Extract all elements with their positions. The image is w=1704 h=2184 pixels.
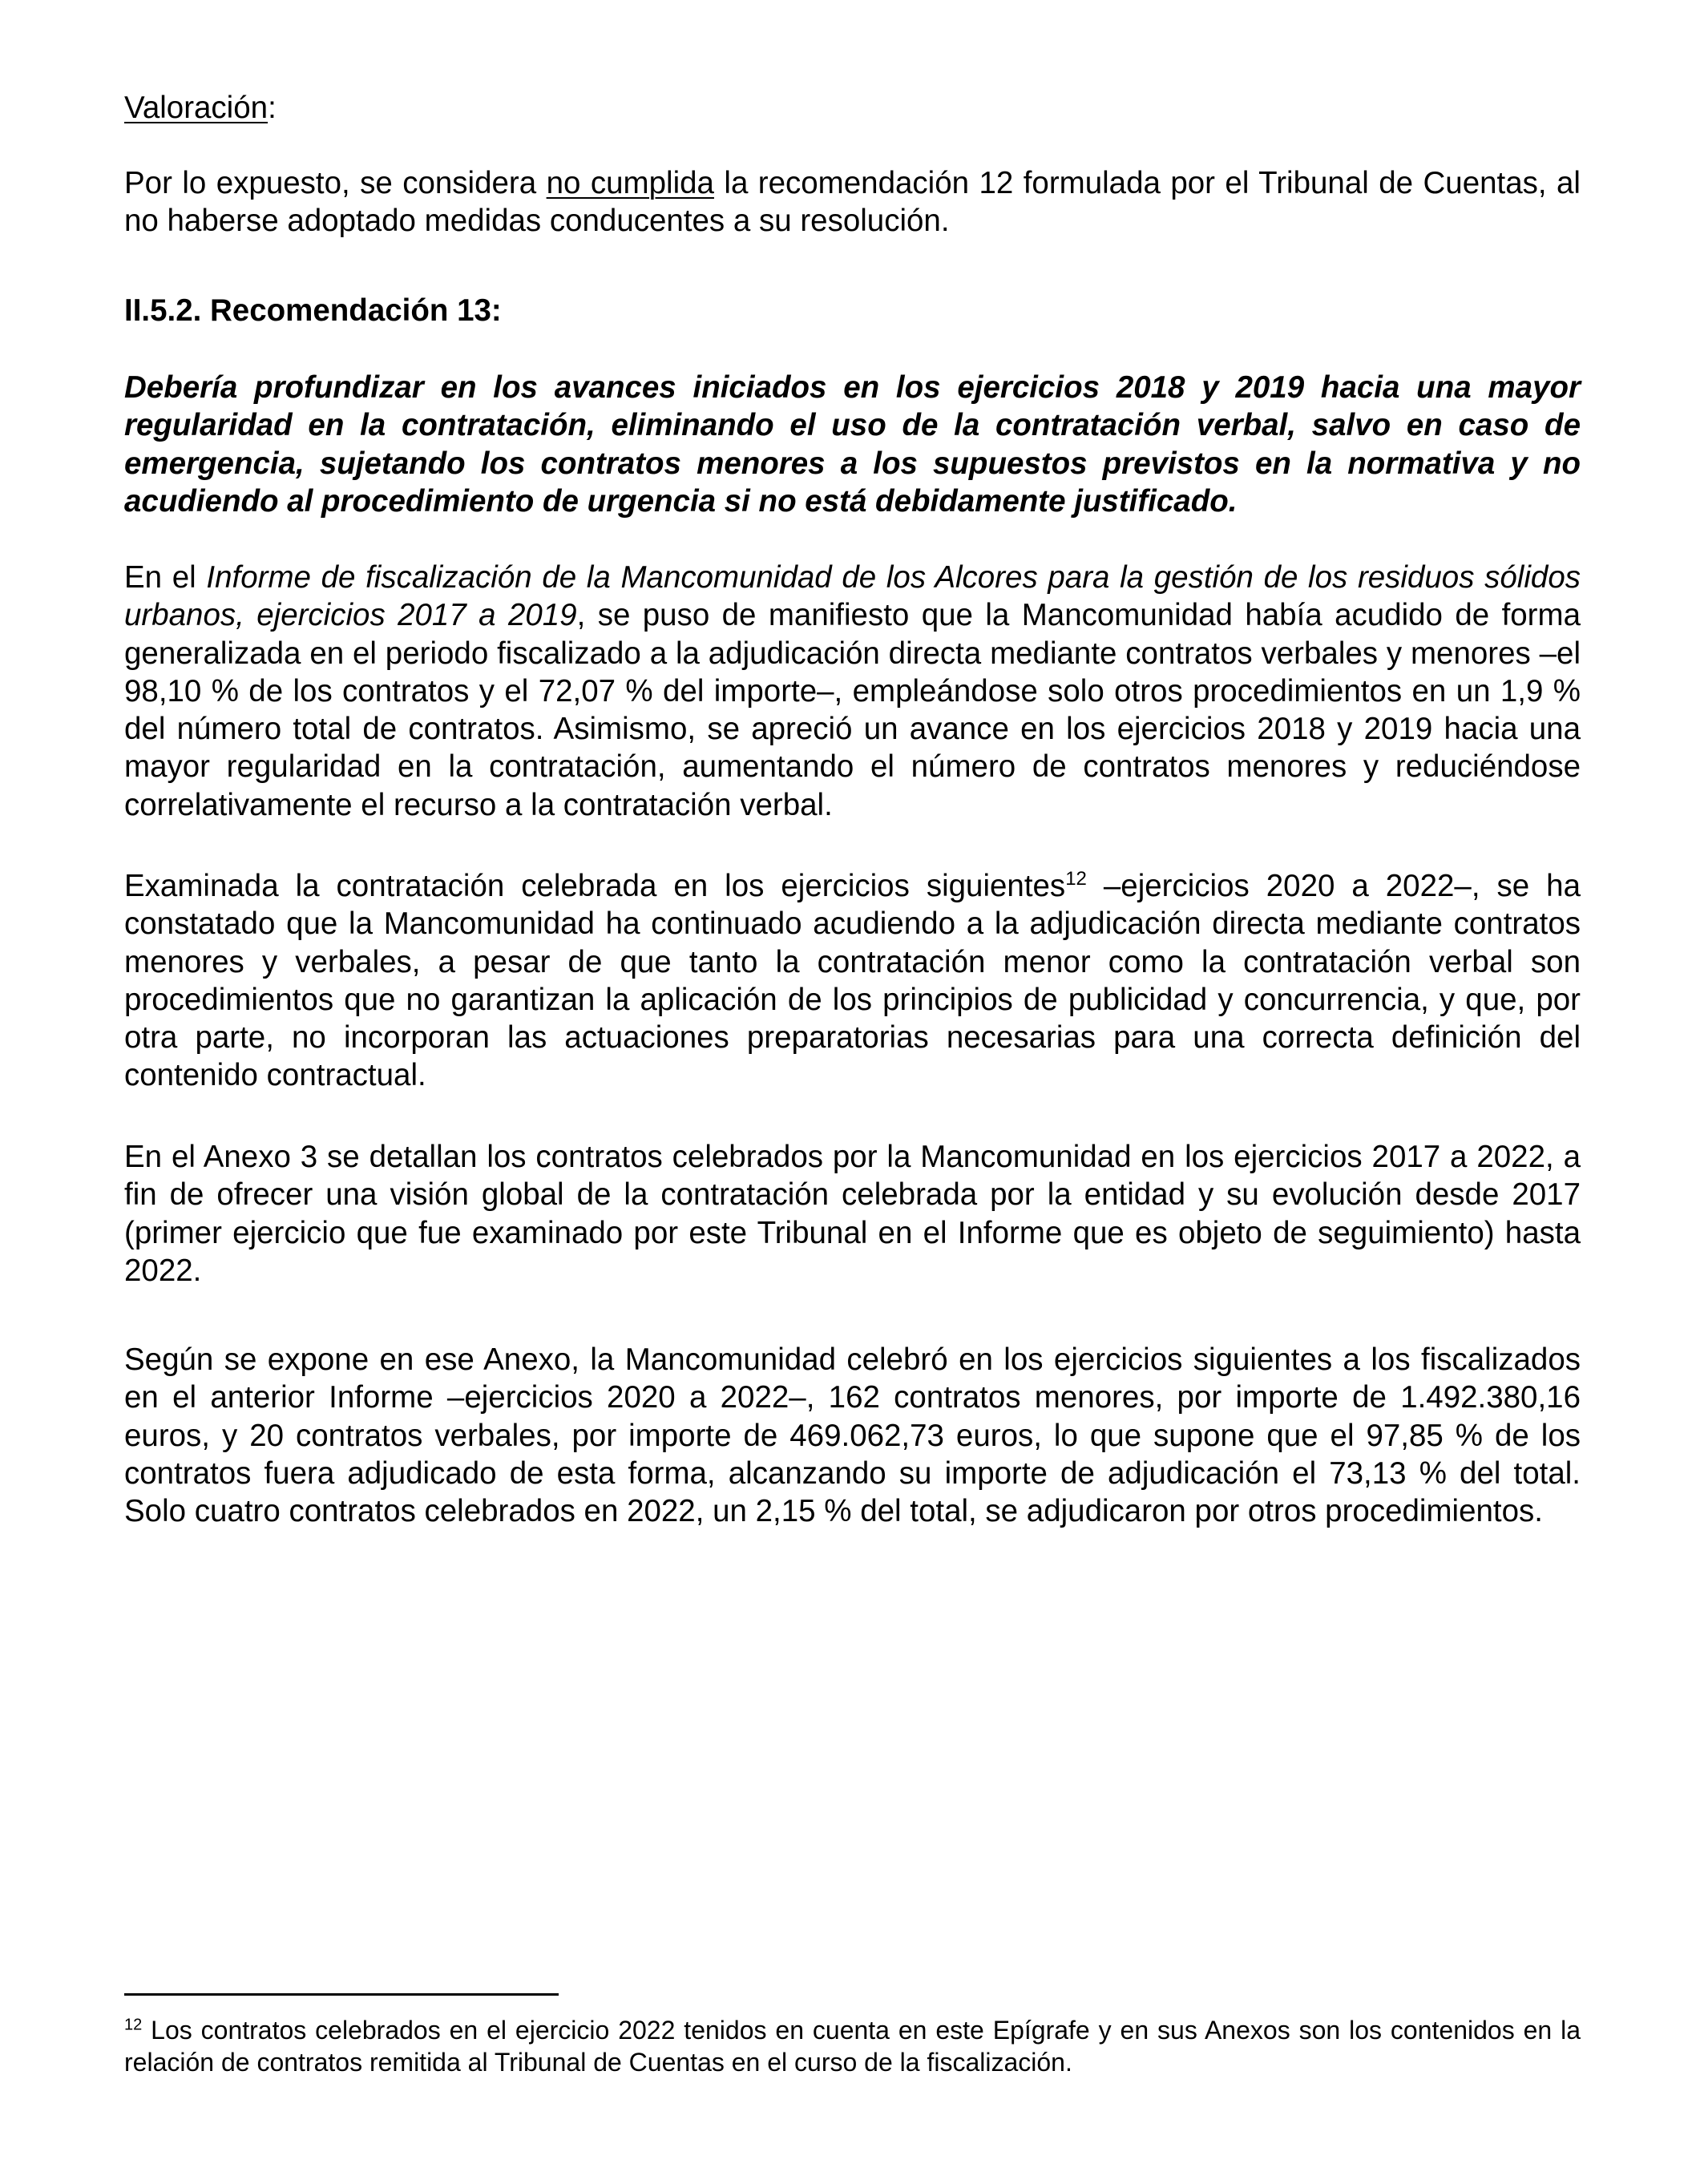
valoracion-text: Valoración [124, 91, 269, 125]
paragraph-conclusion [124, 164, 1581, 240]
footnote [124, 2014, 1581, 2078]
valoracion-label [124, 89, 1581, 127]
footnote-reference[interactable]: 12 [1065, 868, 1087, 890]
p4-text-a: Examinada la contratación celebrada en los ejercicios siguientes [124, 869, 1066, 903]
paragraph-annex: En el Anexo 3 se detallan los contratos celebrados por la Mancomunidad en los ejercicios 2017 a 2022, a fin de ofrecer una visión global de la contratación celebrada por la entidad y su evolución desde 2017 (primer ejercicio que fue examinado por este Tribunal en el Informe que es objeto de seguimiento) hasta 2022. [124, 1140, 1581, 1288]
footnote-text: Los contratos celebrados en el ejercicio 2022 tenidos en cuenta en este Epígrafe y en sus Anexos son los contenidos en la relación de contratos remitida al Tribunal de Cuentas en el curso de la fiscalización. [124, 2016, 1581, 2077]
footnote-number: 12 [124, 2016, 143, 2034]
paragraph-figures: Según se expone en ese Anexo, la Mancomunidad celebró en los ejercicios siguientes a los fiscalizados en el anterior Informe –ejercicios 2020 a 2022–, 162 contratos menores, por importe de 1.492.380,16 euros, y 20 contratos verbales, por importe de 469.062,73 euros, lo que supone que el 97,85 % de los contratos fuera adjudicado de esta forma, alcanzando su importe de adjudicación el 73,13 % del total. Solo cuatro contratos celebrados en 2022, un 2,15 % del total, se adjudicaron por otros procedimientos. [124, 1342, 1581, 1529]
section-heading: II.5.2. Recomendación 13: [124, 293, 502, 328]
p4-text-b: –ejercicios 2020 a 2022–, se ha constatado que la Mancomunidad ha continuado acudiendo a la adjudicación directa mediante contratos menores y verbales, a pesar de que tanto la contratación menor como la contratación verbal son procedimientos que no garantizan la aplicación de los principios de publicidad y concurrencia, y que, por otra parte, no incorporan las actuaciones preparatorias necesarias para una correcta definición del contenido contractual. [124, 869, 1581, 1093]
footnote-separator [124, 1993, 559, 1996]
p1-underlined: no cumplida [546, 166, 714, 200]
p3-text-a: En el [124, 560, 207, 595]
p3-report-title: Informe de fiscalización de la Mancomunidad de los Alcores para la gestión de los residuos sólidos urbanos, ejercicios 2017 a 2019 [124, 560, 1581, 633]
paragraph-examination [124, 867, 1581, 1095]
recommendation-text: Debería profundizar en los avances iniciados en los ejercicios 2018 y 2019 hacia una mayor regularidad en la contratación, eliminando el uso de la contratación verbal, salvo en caso de emergencia, sujetando los contratos menores a los supuestos previstos en la normativa y no acudiendo al procedimiento de urgencia si no está debidamente justificado. [124, 370, 1581, 519]
p1-text-b: la recomendación 12 formulada por el Tribunal de Cuentas, al no haberse adoptado medidas conducentes a su resolución. [124, 166, 1581, 239]
paragraph-previous-report [124, 559, 1581, 824]
p3-text-b: , se puso de manifiesto que la Mancomunidad había acudido de forma generalizada en el periodo fiscalizado a la adjudicación directa mediante contratos verbales y menores –el 98,10 % de los contratos y el 72,07 % del importe–, empleándose solo otros procedimientos en un 1,9 % del número total de contratos. Asimismo, se apreció un avance en los ejercicios 2018 y 2019 hacia una mayor regularidad en la contratación, aumentando el número de contratos menores y reduciéndose correlativamente el recurso a la contratación verbal. [124, 598, 1581, 822]
p1-text-a: Por lo expuesto, se considera [124, 166, 547, 200]
valoracion-colon: : [268, 91, 277, 125]
